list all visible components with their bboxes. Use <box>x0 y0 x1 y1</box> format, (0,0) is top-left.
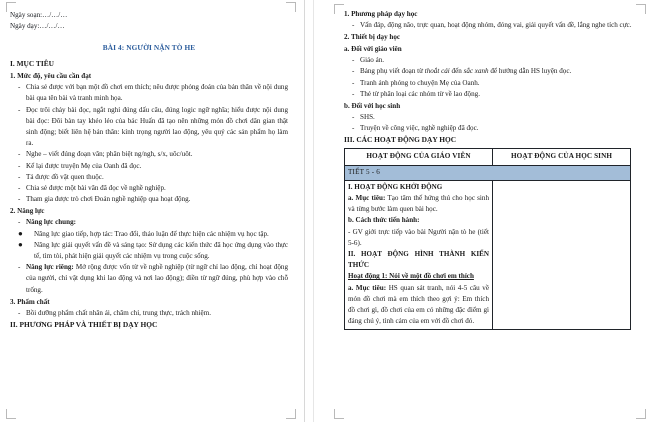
list-item-text: Kể lại được truyện Mẹ của Oanh đã đọc. <box>26 161 142 170</box>
table-row <box>345 180 631 330</box>
crop-mark-bottom-left <box>334 409 344 419</box>
heading-thiet-bi: 2. Thiết bị dạy học <box>344 33 401 42</box>
dash-marker: - <box>18 105 21 114</box>
list-item <box>10 172 288 183</box>
table-banner-row <box>345 165 631 180</box>
date-taught: Ngày dạy:…/…/… <box>10 22 65 31</box>
list-item <box>344 55 642 66</box>
text-muc-tieu: Tạo tâm thế hứng thú cho học sinh và từng bước làm quen bài học. <box>348 194 489 214</box>
dash-marker: - <box>18 308 21 317</box>
list-item-text: Truyện về công việc, nghề nghiệp đã đọc. <box>360 124 479 133</box>
list-item-text: Năng lực giải quyết vấn đề và sáng tạo: Sử dụng các kiến thức đã học ứng dụng vào thực tế, tìm tòi, phát hiện giải quyết các nhiệm vụ trong cuộc sống. <box>34 240 288 261</box>
list-item-text: Tả được đồ vật quen thuộc. <box>26 172 104 181</box>
list-item <box>10 82 288 104</box>
dash-marker: - <box>18 161 21 170</box>
list-item-bang-phu <box>344 66 642 77</box>
heading-phuong-phap: 1. Phương pháp dạy học <box>344 10 418 18</box>
banner-tiet-label: TIẾT 5 - 6 <box>345 165 631 180</box>
board-text-after: để hướng dẫn HS luyện đọc. <box>488 67 572 76</box>
board-text-italic-1: thoắt cái <box>424 67 450 76</box>
dash-marker: - <box>352 124 355 133</box>
cell-student-activities <box>493 180 631 330</box>
bullet-marker: ● <box>18 228 23 238</box>
page-right <box>322 0 650 422</box>
dash-marker: - <box>18 150 21 159</box>
activity-cach-thuc: b. Cách thức tiến hành: <box>348 216 420 225</box>
list-item-text: Tham gia được trò chơi Đoán nghề nghiệp qua hoạt động. <box>26 195 191 204</box>
list-item <box>10 308 288 319</box>
dash-marker: - <box>18 184 21 193</box>
list-item <box>10 161 288 172</box>
list-item <box>10 229 288 240</box>
list-item-text: Chia sẻ được một bài văn đã đọc về nghề nghiệp. <box>26 184 166 193</box>
crop-mark-bottom-right <box>286 409 296 419</box>
bullet-marker: ● <box>18 239 23 249</box>
activity-step-1: - GV giới trực tiếp vào bài Người nặn tò he (tiết 5-6). <box>348 227 489 247</box>
heading-doi-voi-hoc-sinh: b. Đối với học sinh <box>344 102 401 111</box>
activities-table <box>344 148 631 330</box>
list-item-text: Bồi dưỡng phẩm chất nhân ái, chăm chỉ, trung thực, trách nhiệm. <box>26 308 211 317</box>
dash-marker: - <box>352 89 355 98</box>
activity-heading-2: II. HOẠT ĐỘNG HÌNH THÀNH KIẾN THỨC <box>348 250 489 270</box>
heading-section-ii: II. PHƯƠNG PHÁP VÀ THIẾT BỊ DẠY HỌC <box>10 320 158 330</box>
list-item-nang-luc-chung <box>10 217 288 228</box>
list-item <box>344 89 642 100</box>
date-prepared: Ngày soạn:…/…/… <box>10 11 68 19</box>
page-left <box>0 0 300 422</box>
list-item-text: Nghe – viết đúng đoạn văn; phân biệt ng/ngh, s/x, uôc/uôt. <box>26 150 193 159</box>
heading-section-i: I. MỤC TIÊU <box>10 59 55 69</box>
list-item-text: Giáo án. <box>360 56 385 65</box>
list-item-body: Mở rộng được vốn từ về nghề nghiệp (từ ngữ chỉ lao động, chỉ hoạt động của người, chỉ vật dụng khi lao động và nơi lao động); điền từ ngữ đúng, phù hợp vào chỗ trống. <box>26 263 288 294</box>
list-item-nang-luc-rieng <box>10 262 288 296</box>
heading-section-iii: III. CÁC HOẠT ĐỘNG DẠY HỌC <box>344 135 457 145</box>
list-item <box>344 78 642 89</box>
list-item-text: Năng lực chung: <box>26 218 76 227</box>
activity-muc-tieu-2 <box>348 283 489 328</box>
board-text-mid: đến <box>449 67 464 76</box>
dash-marker: - <box>18 83 21 92</box>
cell-teacher-activities <box>345 180 493 330</box>
dash-marker: - <box>352 78 355 87</box>
dash-marker: - <box>352 67 355 76</box>
crop-mark-bottom-left <box>6 409 16 419</box>
activity-heading-1: I. HOẠT ĐỘNG KHỞI ĐỘNG <box>348 182 443 191</box>
board-text-italic-2: sắc xanh <box>463 67 489 76</box>
list-item-text: SHS. <box>360 113 375 122</box>
list-item <box>10 240 288 262</box>
dash-marker: - <box>18 172 21 181</box>
list-item-text <box>360 67 571 75</box>
crop-mark-top-left <box>334 4 344 14</box>
column-header-student: HOẠT ĐỘNG CỦA HỌC SINH <box>493 149 631 165</box>
heading-doi-voi-giao-vien: a. Đối với giáo viên <box>344 45 402 54</box>
heading-pham-chat: 3. Phẩm chất <box>10 297 50 306</box>
dash-marker: - <box>18 218 21 227</box>
column-header-teacher: HOẠT ĐỘNG CỦA GIÁO VIÊN <box>345 149 493 165</box>
list-item-text: Chia sẻ được với bạn một đồ chơi em thích; nêu được phỏng đoán của bản thân về nội dung bài qua tên bài và tranh minh họa. <box>26 83 288 103</box>
heading-muc-do: 1. Mức độ, yêu cầu cần đạt <box>10 72 92 81</box>
label-muc-tieu: a. Mục tiêu: <box>348 194 386 203</box>
dash-marker: - <box>352 21 355 29</box>
text-muc-tieu: HS quan sát tranh, nói 4-5 câu về món đồ chơi mà em thích theo gợi ý: Em thích đồ chơi gì, đồ chơi của em có những đặc điểm gì đáng chú ý, tình cảm của em với đồ chơi đó. <box>348 283 489 326</box>
heading-nang-luc: 2. Năng lực <box>10 207 45 216</box>
board-text-before: Bảng phụ viết đoạn từ <box>360 67 425 76</box>
page-gutter-divider <box>300 0 322 422</box>
list-item <box>344 112 642 123</box>
list-item <box>344 123 642 134</box>
list-item <box>10 149 288 160</box>
list-item-text: Đọc trôi chảy bài đọc, ngắt nghỉ đúng dấu câu, đúng logic ngữ nghĩa; hiểu được nội dung bài đọc: Đôi bàn tay khéo léo của bác Huấn đã tạo nên những món đồ chơi dân gian thật sinh động; biết liên hệ bản thân: kính trọng người lao động, yêu quý các sản phẩm họ làm ra. <box>26 105 288 148</box>
dash-marker: - <box>352 113 355 122</box>
lesson-title: BÀI 4: NGƯỜI NẶN TÒ HE <box>102 43 196 53</box>
list-item <box>10 194 288 205</box>
activity-muc-tieu-1 <box>348 193 489 215</box>
crop-mark-bottom-right <box>636 409 646 419</box>
list-item-text: Vấn đáp, động não, trực quan, hoạt động nhóm, đóng vai, giải quyết vấn đề, lắng nghe tích cực. <box>360 21 632 29</box>
list-item <box>10 105 288 150</box>
list-item <box>344 20 642 31</box>
list-item-text: Tranh ảnh phóng to chuyện Mẹ của Oanh. <box>360 78 480 87</box>
dash-marker: - <box>18 263 21 272</box>
label-muc-tieu: a. Mục tiêu: <box>348 283 387 292</box>
list-item-label: Năng lực riêng: <box>26 263 74 272</box>
dash-marker: - <box>352 56 355 65</box>
list-item-text: Năng lực giao tiếp, hợp tác: Trao đổi, thảo luận để thực hiện các nhiệm vụ học tập. <box>34 229 269 238</box>
table-header-row <box>345 149 631 165</box>
list-item-text: Thẻ từ phân loại các nhóm từ về lao động. <box>360 89 480 98</box>
dash-marker: - <box>18 195 21 204</box>
list-item <box>10 183 288 194</box>
activity-heading-3: Hoạt động 1: Nói về một đồ chơi em thích <box>348 272 474 281</box>
